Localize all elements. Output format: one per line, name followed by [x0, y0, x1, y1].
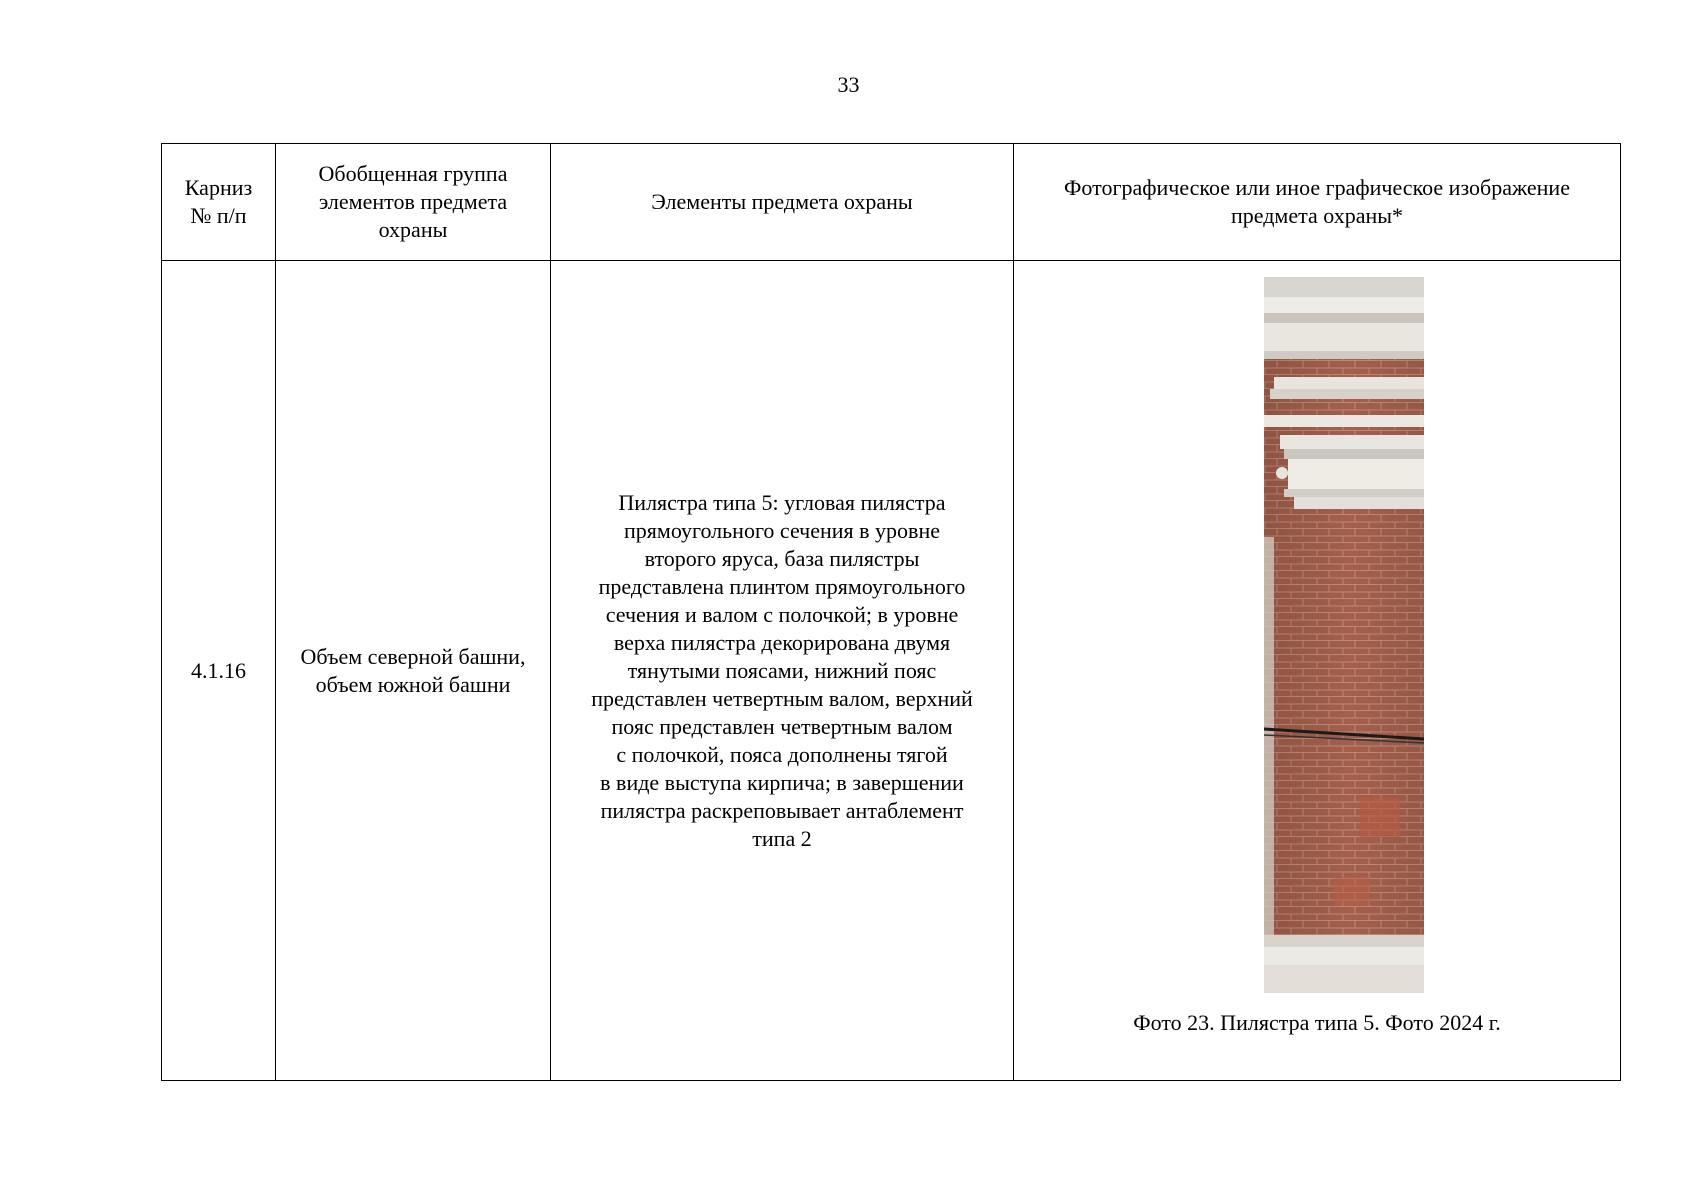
description-line: Пилястра типа 5: угловая пилястра	[618, 489, 946, 515]
page-number: 33	[837, 72, 860, 97]
description-line: типа 2	[752, 825, 812, 851]
header-elements: Элементы предмета охраны	[551, 144, 1014, 261]
pilaster-photo-illustration	[1264, 277, 1424, 993]
description-line: пилястра раскреповывает антаблемент	[600, 797, 964, 823]
protection-table	[161, 143, 1621, 1081]
table-header-row	[162, 144, 1621, 261]
description-line: второго яруса, база пилястры	[644, 545, 920, 571]
description-line: представлена плинтом прямоугольного	[598, 573, 966, 599]
table-row	[162, 261, 1621, 1081]
row-group: Объем северной башни, объем южной башни	[276, 261, 551, 1081]
description-line: с полочкой, пояса дополнены тягой	[616, 741, 948, 767]
row-photo-cell	[1014, 261, 1621, 1081]
row-description	[551, 261, 1014, 1081]
description-line: представлен четвертным валом, верхний	[591, 685, 973, 711]
description-line: тянутыми поясами, нижний пояс	[627, 657, 937, 683]
description-line: прямоугольного сечения в уровне	[624, 517, 940, 543]
row-number: 4.1.16	[162, 261, 276, 1081]
photo-caption: Фото 23. Пилястра типа 5. Фото 2024 г.	[1133, 1010, 1501, 1035]
pilaster-photo	[1264, 277, 1424, 993]
header-photo: Фотографическое или иное графическое изображение предмета охраны*	[1014, 144, 1621, 261]
description-line: пояс представлен четвертным валом	[611, 713, 953, 739]
description-line: в виде выступа кирпича; в завершении	[600, 769, 964, 795]
description-line: верха пилястра декорирована двумя	[613, 629, 951, 655]
header-number: Карниз № п/п	[162, 144, 276, 261]
description-line: сечения и валом с полочкой; в уровне	[605, 601, 959, 627]
header-group: Обобщенная группа элементов предмета охраны	[276, 144, 551, 261]
